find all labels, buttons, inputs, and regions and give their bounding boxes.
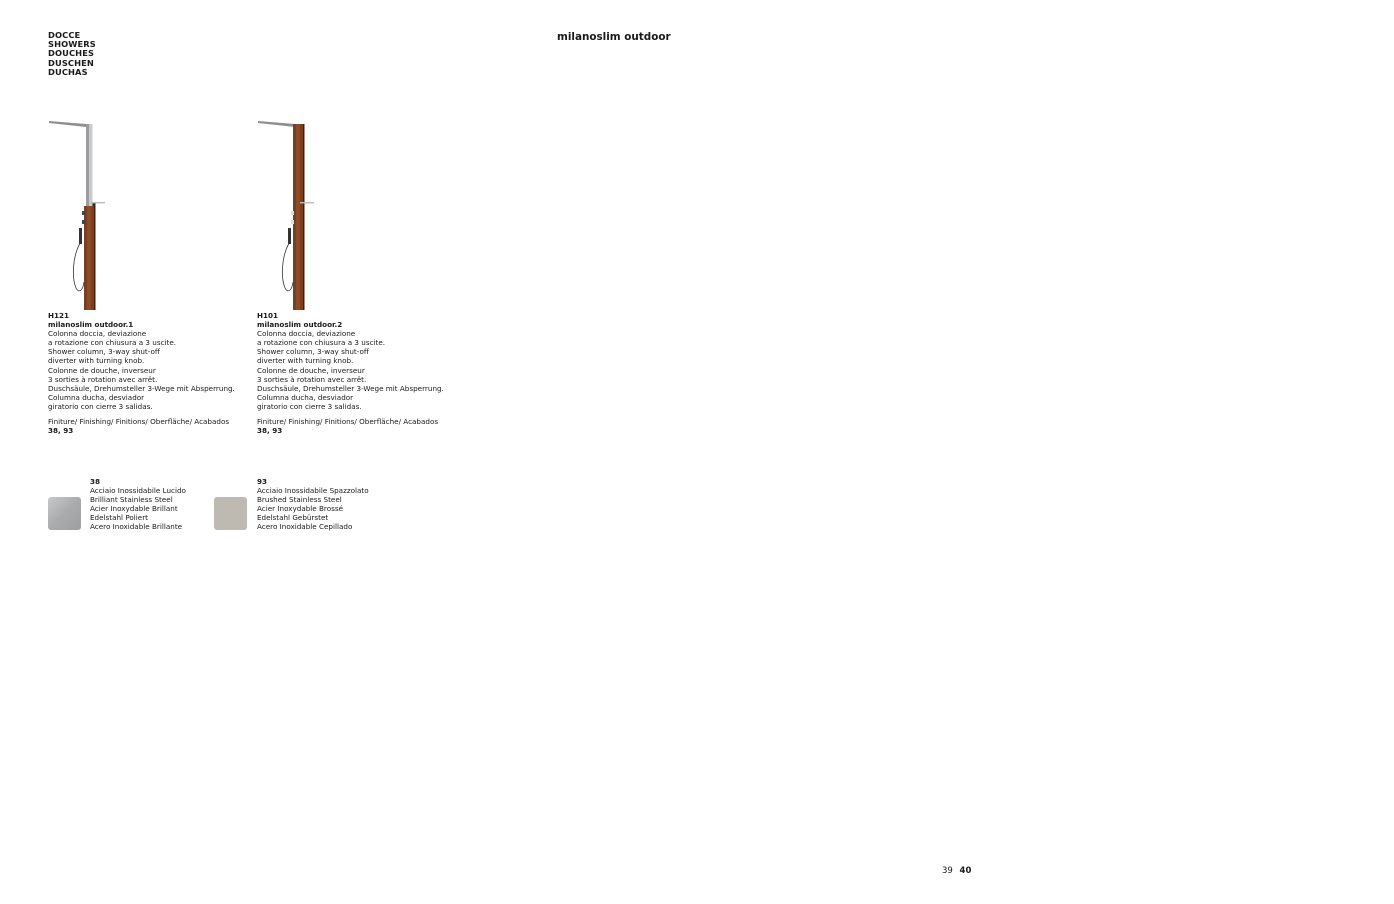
finish-name: Acier Inoxydable Brillant bbox=[90, 504, 178, 514]
description-line: giratorio con cierre 3 salidas. bbox=[257, 401, 362, 411]
product-code: H121 bbox=[48, 311, 70, 320]
description-line: Shower column, 3-way shut-off bbox=[48, 347, 160, 357]
finish-name: Acciaio Inossidabile Spazzolato bbox=[257, 486, 369, 496]
finish-code: 93 bbox=[257, 477, 268, 486]
description-line: diverter with turning knob. bbox=[48, 356, 145, 366]
finishing-label: Finiture/ Finishing/ Finitions/ Oberfläche/ Acabados bbox=[257, 417, 439, 427]
finish-name: Brilliant Stainless Steel bbox=[90, 495, 173, 505]
product-block bbox=[48, 311, 253, 435]
finish-names bbox=[257, 486, 369, 531]
finish-entry bbox=[90, 477, 186, 532]
description-line: a rotazione con chiusura a 3 uscite. bbox=[257, 338, 386, 348]
category-en: SHOWERS bbox=[48, 39, 96, 50]
description-line: a rotazione con chiusura a 3 uscite. bbox=[48, 338, 177, 348]
description-line: Colonna doccia, deviazione bbox=[48, 329, 147, 339]
finish-name: Edelstahl Poliert bbox=[90, 513, 148, 523]
finishing-codes: 38, 93 bbox=[257, 426, 283, 436]
page-number-right: 40 bbox=[959, 866, 972, 876]
description-line: 3 sorties à rotation avec arrêt. bbox=[48, 374, 158, 384]
product-description bbox=[257, 329, 462, 411]
description-line: 3 sorties à rotation avec arrêt. bbox=[257, 374, 367, 384]
finish-name: Acciaio Inossidabile Lucido bbox=[90, 486, 186, 496]
finishing-label: Finiture/ Finishing/ Finitions/ Oberfläche/ Acabados bbox=[48, 417, 230, 427]
finish-code: 38 bbox=[90, 477, 101, 486]
product-code: H101 bbox=[257, 311, 279, 320]
description-line: Colonna doccia, deviazione bbox=[257, 329, 356, 339]
description-line: giratorio con cierre 3 salidas. bbox=[48, 401, 153, 411]
category-de: DUSCHEN bbox=[48, 57, 94, 68]
description-line: Shower column, 3-way shut-off bbox=[257, 347, 369, 357]
shower-column-image bbox=[46, 118, 116, 310]
finishing-codes: 38, 93 bbox=[48, 426, 74, 436]
page-title: milanoslim outdoor bbox=[557, 31, 671, 43]
finish-entry bbox=[257, 477, 369, 532]
page-number-left: 39 bbox=[942, 866, 953, 876]
shower-column-image bbox=[255, 118, 325, 310]
description-line: diverter with turning knob. bbox=[257, 356, 354, 366]
description-line: Colonne de douche, inverseur bbox=[257, 365, 365, 375]
finish-name: Edelstahl Gebürstet bbox=[257, 513, 329, 523]
finish-name: Acero Inoxidable Brillante bbox=[90, 522, 183, 532]
page-numbers bbox=[942, 866, 971, 876]
product-block bbox=[257, 311, 462, 435]
description-line: Colonne de douche, inverseur bbox=[48, 365, 156, 375]
description-line: Duschsäule, Drehumsteller 3-Wege mit Absperrung. bbox=[257, 383, 444, 393]
finish-name: Acero Inoxidable Cepillado bbox=[257, 522, 353, 532]
finish-swatch-polished bbox=[48, 497, 81, 530]
product-description bbox=[48, 329, 253, 411]
product-name: milanoslim outdoor.1 bbox=[48, 320, 134, 330]
product-name: milanoslim outdoor.2 bbox=[257, 320, 343, 330]
finish-name: Acier Inoxydable Brossé bbox=[257, 504, 344, 514]
description-line: Columna ducha, desviador bbox=[48, 392, 145, 402]
finish-names bbox=[90, 486, 186, 531]
category-it: DOCCE bbox=[48, 30, 81, 40]
category-fr: DOUCHES bbox=[48, 48, 95, 59]
description-line: Columna ducha, desviador bbox=[257, 392, 354, 402]
description-line: Duschsäule, Drehumsteller 3-Wege mit Absperrung. bbox=[48, 383, 235, 393]
finish-name: Brushed Stainless Steel bbox=[257, 495, 342, 505]
finish-swatch-brushed bbox=[214, 497, 247, 530]
category-es: DUCHAS bbox=[48, 66, 88, 77]
category-list bbox=[48, 31, 96, 77]
